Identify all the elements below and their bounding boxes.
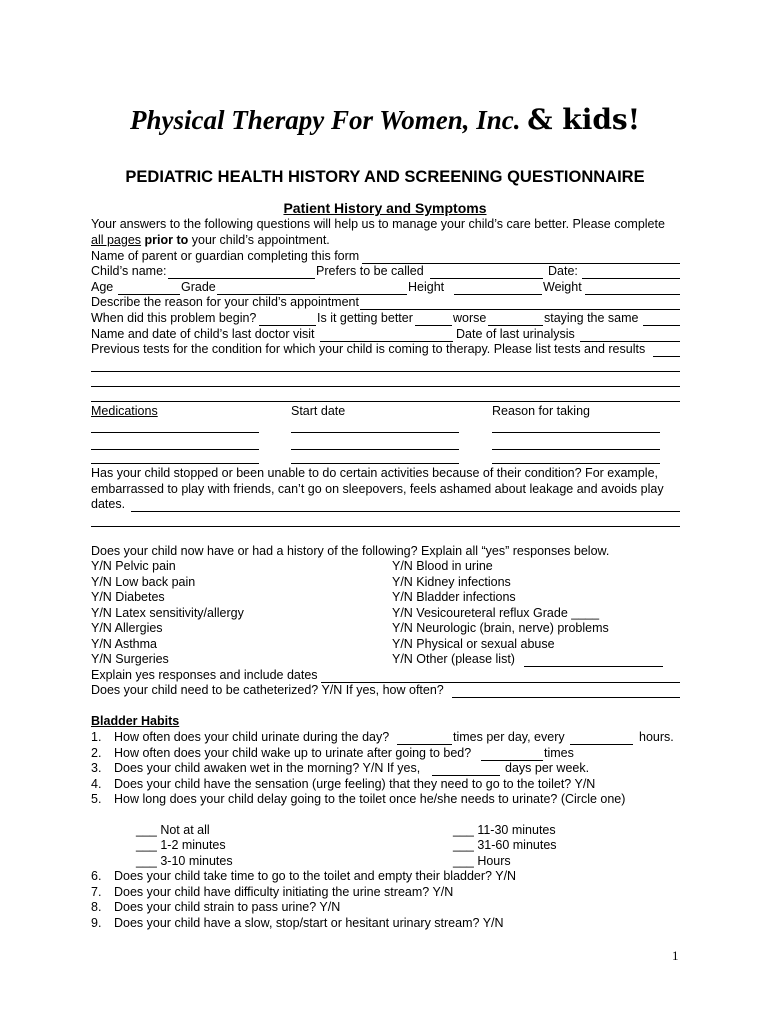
delay-option[interactable]: ___ Hours (453, 854, 511, 868)
intro-line2 (91, 233, 330, 248)
staying-label: staying the same (544, 311, 639, 325)
medications-heading: Medications (91, 404, 158, 418)
prev-tests-label: Previous tests for the condition for which your child is coming to therapy. Please list tests and results (91, 342, 646, 356)
history-left-item: Y/N Diabetes (91, 590, 165, 604)
brand-title (0, 103, 770, 136)
q7-number: 7. (91, 885, 102, 899)
brand-kids: & kids! (527, 103, 640, 136)
history-left-item: Y/N Surgeries (91, 652, 169, 666)
when-begin-field[interactable] (259, 325, 316, 326)
page-number: 1 (672, 948, 679, 963)
date-label: Date: (548, 264, 578, 278)
history-right-item: Y/N Physical or sexual abuse (392, 637, 555, 651)
delay-option[interactable]: ___ Not at all (136, 823, 210, 837)
q4-text: Does your child have the sensation (urge feeling) that they need to go to the toilet? Y/N (114, 777, 596, 791)
q6-text: Does your child take time to go to the toilet and empty their bladder? Y/N (114, 869, 517, 883)
q3-days-label: days per week. (505, 761, 590, 775)
intro-all-pages: all pages (91, 233, 142, 247)
q1-hours-label: hours. (639, 730, 674, 744)
q1-number: 1. (91, 730, 102, 744)
q4-number: 4. (91, 777, 102, 791)
history-left-item: Y/N Allergies (91, 621, 163, 635)
history-left-item: Y/N Latex sensitivity/allergy (91, 606, 244, 620)
q9-number: 9. (91, 916, 102, 930)
q5-text: How long does your child delay going to the toilet once he/she needs to urinate? (Circle one) (114, 792, 626, 806)
reason-field-1[interactable] (492, 432, 660, 433)
delay-option[interactable]: ___ 11-30 minutes (453, 823, 556, 837)
q8-text: Does your child strain to pass urine? Y/N (114, 900, 341, 914)
prefers-label: Prefers to be called (316, 264, 424, 278)
history-left-item: Y/N Asthma (91, 637, 157, 651)
reason-field-2[interactable] (492, 449, 660, 450)
height-field[interactable] (454, 294, 542, 295)
date-field[interactable] (582, 278, 680, 279)
better-field[interactable] (415, 325, 452, 326)
q5-number: 5. (91, 792, 102, 806)
history-right-item: Y/N Blood in urine (392, 559, 493, 573)
start-date-field-1[interactable] (291, 432, 459, 433)
q8-number: 8. (91, 900, 102, 914)
history-right-item: Y/N Neurologic (brain, nerve) problems (392, 621, 609, 635)
intro-line1: Your answers to the following questions will help us to manage your child’s care better. Please complete (91, 217, 665, 231)
q2-text: How often does your child wake up to urinate after going to bed? (114, 746, 472, 760)
brand-main: Physical Therapy For Women, Inc. (130, 105, 528, 135)
prev-tests-line-1[interactable] (91, 371, 680, 372)
start-date-field-2[interactable] (291, 449, 459, 450)
other-list-field[interactable] (524, 666, 663, 667)
prev-tests-line-2[interactable] (91, 386, 680, 387)
weight-label: Weight (543, 280, 582, 294)
when-begin-label: When did this problem begin? (91, 311, 257, 325)
delay-option[interactable]: ___ 3-10 minutes (136, 854, 233, 868)
q3-text: Does your child awaken wet in the morning? Y/N If yes, (114, 761, 421, 775)
intro-rest: your child’s appointment. (188, 233, 330, 247)
prev-tests-field[interactable] (653, 356, 680, 357)
q2-times-label: times (544, 746, 574, 760)
delay-option[interactable]: ___ 1-2 minutes (136, 838, 226, 852)
q1-hours-field[interactable] (570, 744, 633, 745)
section-subtitle: Patient History and Symptoms (283, 200, 487, 216)
activities-line-2[interactable] (91, 526, 680, 527)
page-title: PEDIATRIC HEALTH HISTORY AND SCREENING QUESTIONNAIRE (125, 168, 645, 186)
reason-label: Describe the reason for your child’s appointment (91, 295, 359, 309)
grade-label: Grade (181, 280, 216, 294)
worse-label: worse (453, 311, 487, 325)
medication-field-2[interactable] (91, 449, 259, 450)
height-label: Height (408, 280, 445, 294)
bladder-heading: Bladder Habits (91, 714, 180, 728)
medication-field-1[interactable] (91, 432, 259, 433)
weight-field[interactable] (585, 294, 680, 295)
delay-option[interactable]: ___ 31-60 minutes (453, 838, 557, 852)
history-right-item: Y/N Kidney infections (392, 575, 511, 589)
q1-text: How often does your child urinate during the day? (114, 730, 390, 744)
history-left-item: Y/N Low back pain (91, 575, 196, 589)
medication-field-3[interactable] (91, 463, 259, 464)
activities-line2: embarrassed to play with friends, can’t go on sleepovers, feels ashamed about leakage and avoids play (91, 482, 664, 496)
q1-times-field[interactable] (397, 744, 452, 745)
is-getting-label: Is it getting better (317, 311, 413, 325)
start-date-field-3[interactable] (291, 463, 459, 464)
q3-number: 3. (91, 761, 102, 775)
worse-field[interactable] (488, 325, 543, 326)
child-name-label: Child’s name: (91, 264, 167, 278)
activities-line3: dates. (91, 497, 126, 511)
intro-prior-to: prior to (141, 233, 189, 247)
q9-text: Does your child have a slow, stop/start or hesitant urinary stream? Y/N (114, 916, 504, 930)
history-right-item: Y/N Bladder infections (392, 590, 516, 604)
child-name-field[interactable] (168, 278, 315, 279)
prefers-field[interactable] (430, 278, 543, 279)
doctor-visit-label: Name and date of child’s last doctor visit (91, 327, 315, 341)
activities-line1: Has your child stopped or been unable to do certain activities because of their condition? For example, (91, 466, 658, 480)
history-left-item: Y/N Pelvic pain (91, 559, 176, 573)
q7-text: Does your child have difficulty initiating the urine stream? Y/N (114, 885, 454, 899)
guardian-label: Name of parent or guardian completing this form (91, 249, 360, 263)
urinalysis-label: Date of last urinalysis (456, 327, 575, 341)
reason-field[interactable] (360, 309, 680, 310)
q2-number: 2. (91, 746, 102, 760)
catheter-label: Does your child need to be catheterized? Y/N If yes, how often? (91, 683, 444, 697)
q1-times-label: times per day, every (453, 730, 565, 744)
reason-field-3[interactable] (492, 463, 660, 464)
start-date-heading: Start date (291, 404, 346, 418)
history-right-item: Y/N Vesicoureteral reflux Grade ____ (392, 606, 600, 620)
explain-label: Explain yes responses and include dates (91, 668, 318, 682)
catheter-field[interactable] (452, 697, 680, 698)
q3-days-field[interactable] (432, 775, 500, 776)
staying-field[interactable] (643, 325, 680, 326)
history-question: Does your child now have or had a history of the following? Explain all “yes” responses below. (91, 544, 610, 558)
activities-field[interactable] (131, 511, 680, 512)
reason-taking-heading: Reason for taking (492, 404, 590, 418)
prev-tests-line-3[interactable] (91, 401, 680, 402)
q6-number: 6. (91, 869, 102, 883)
history-right-item: Y/N Other (please list) (392, 652, 515, 666)
age-label: Age (91, 280, 114, 294)
